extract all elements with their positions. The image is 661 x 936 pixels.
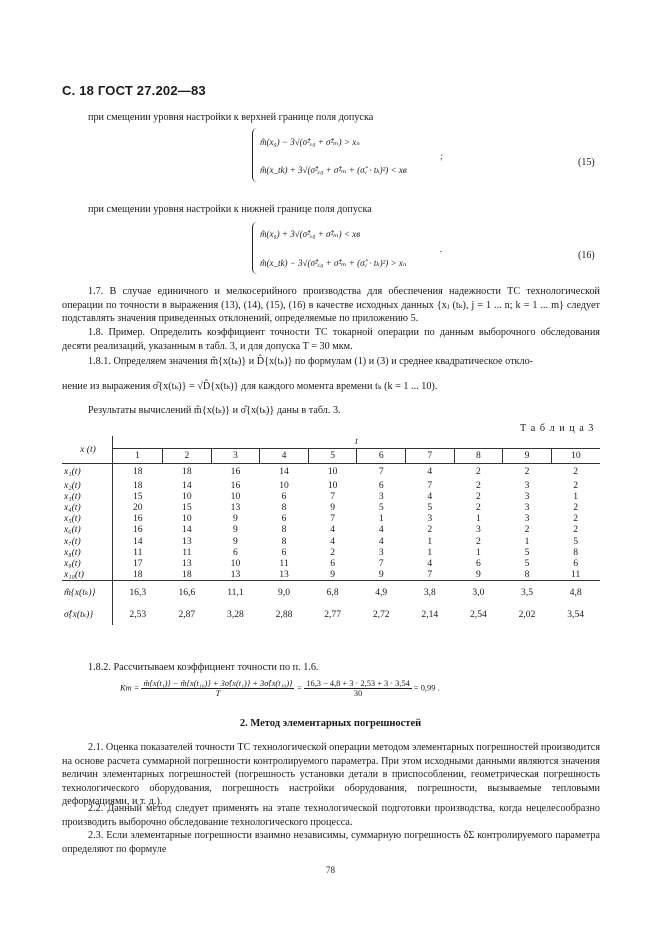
paragraph-1-8-2: 1.8.2. Рассчитываем коэффициент точности по п. 1.6. bbox=[88, 662, 319, 673]
row-label: x₁(t) bbox=[62, 464, 113, 480]
table-cell: 2 bbox=[476, 501, 481, 513]
mean-cell: 3,5 bbox=[503, 581, 552, 604]
table-cell: 6 bbox=[330, 557, 336, 569]
column-header: 7 bbox=[406, 449, 455, 464]
sigma-cell: 2,87 bbox=[178, 608, 196, 620]
paragraph-1-8-1-line2: нение из выражения σ̂{x(tₖ)} = √D̂{x(tₖ)} для каждого момента времени tₖ (k = 1 ... 10). bbox=[62, 381, 438, 392]
table-cell: 1 bbox=[476, 546, 481, 558]
sigma-cell: 2,53 bbox=[129, 608, 147, 620]
mean-cell: 9,0 bbox=[260, 581, 309, 604]
table-cell: 6 bbox=[281, 490, 287, 502]
table-cell: 5 bbox=[524, 557, 530, 569]
paragraph-1-8: 1.8. Пример. Определить коэффициент точности ТС токарной операции по данным выборочного обследования десяти реализаций, указанным в табл. 3, и для допуска T = 30 мкм. bbox=[62, 327, 600, 352]
table-row bbox=[62, 547, 600, 558]
table-cell: 15 bbox=[182, 501, 192, 513]
kt-formula: Kт = $\frac{\text{m̂\{x(t₁)\} − m̂\{x(t₁₀)\} + 3σ̂\{x(t₁)\} + 3σ̂\{x(t₁₀)\}}}{T}$ = $\frac{16,3 - 4,8 + 3 \cdot 2,53 + 3 \cdot 3,54}{30}$ = 0,99 . bbox=[120, 679, 440, 698]
table-cell: 18 bbox=[132, 569, 143, 581]
table-cell: 7 bbox=[427, 479, 433, 491]
sigma-cell: 2,72 bbox=[372, 608, 390, 620]
table-cell: 3 bbox=[378, 546, 384, 558]
paragraph-1-7: 1.7. В случае единичного и мелкосерийного производства для обеспечения надежности ТС технологической операции по точности в выражения (13), (14), (15), (16) в качестве исходных данных {xⱼ (tₖ), j = 1 ... n; k = 1 ... m} следует подставлять значения приведенных отклонений, определяемые по приложению 5. bbox=[62, 286, 600, 325]
sigma-cell: 3,28 bbox=[227, 608, 244, 620]
table-row bbox=[62, 480, 600, 491]
table-row bbox=[62, 524, 600, 535]
table-cell: 2 bbox=[330, 546, 336, 558]
table-cell: 6 bbox=[476, 557, 481, 569]
table-cell: 6 bbox=[378, 479, 384, 491]
row-label: x₉(t) bbox=[62, 558, 113, 569]
table-cell: 1 bbox=[427, 535, 433, 547]
row-label: x₃(t) bbox=[62, 491, 113, 502]
table-cell: 15 bbox=[132, 490, 143, 502]
table-cell: 1 bbox=[427, 546, 433, 558]
mean-row bbox=[62, 581, 600, 604]
mean-cell: 4,9 bbox=[357, 581, 406, 604]
table-cell: 3 bbox=[524, 490, 530, 502]
paragraph-2-3: 2.3. Если элементарные погрешности взаимно независимы, суммарную погрешность δΣ контролируемого параметра определяют по формуле bbox=[62, 830, 600, 855]
page-number: 78 bbox=[326, 865, 335, 875]
sigma-cell: 2,02 bbox=[518, 608, 536, 620]
table-row bbox=[62, 558, 600, 569]
mean-cell: 3,0 bbox=[454, 581, 503, 604]
mean-cell: 3,8 bbox=[406, 581, 455, 604]
sigma-label: σ̂{x(tₖ)} bbox=[62, 603, 113, 625]
table-cell: 16 bbox=[132, 513, 143, 525]
table-cell: 2 bbox=[573, 466, 579, 478]
column-header: 8 bbox=[454, 449, 503, 464]
sigma-cell: 2,88 bbox=[275, 608, 293, 620]
table-cell: 2 bbox=[524, 466, 530, 478]
table-cell: 1 bbox=[573, 490, 579, 502]
eq16-line2: m̂(x_tk) − 3√(σ̂²ₓ₀ + σ̂²ₘ + (σ̂ᵥ · tₖ)²) > xₙ bbox=[260, 258, 407, 268]
kt-fraction-symbolic bbox=[141, 679, 294, 698]
mean-cell: 16,6 bbox=[163, 581, 212, 604]
column-header: 6 bbox=[357, 449, 406, 464]
row-label: x₈(t) bbox=[62, 547, 113, 558]
table-cell: 9 bbox=[233, 524, 238, 536]
table-cell: 2 bbox=[476, 479, 481, 491]
table-cell: 6 bbox=[281, 546, 287, 558]
table-cell: 8 bbox=[281, 501, 287, 513]
table-cell: 8 bbox=[281, 524, 287, 536]
table-cell: 7 bbox=[378, 557, 384, 569]
kt-fraction-numeric bbox=[304, 679, 412, 698]
table-cell: 5 bbox=[524, 546, 530, 558]
paragraph-1-8-1-line1: 1.8.1. Определяем значения m̂{x(tₖ)} и D̂{x(tₖ)} по формулам (1) и (3) и среднее квадратическое откло- bbox=[88, 356, 534, 367]
table-cell: 9 bbox=[233, 513, 238, 525]
eq16-number: (16) bbox=[578, 250, 595, 261]
table-cell: 4 bbox=[378, 535, 384, 547]
table-cell: 10 bbox=[182, 513, 192, 525]
table-cell: 5 bbox=[427, 501, 433, 513]
eq15-line1: m̂(x₀) − 3√(σ̂²ₓ₀ + σ̂²ₘ) > xₙ bbox=[260, 137, 360, 147]
table-cell: 10 bbox=[327, 466, 338, 478]
table-cell: 11 bbox=[182, 546, 192, 558]
table-cell: 16 bbox=[230, 466, 241, 478]
table-cell: 14 bbox=[182, 524, 192, 536]
table-cell: 10 bbox=[327, 479, 338, 491]
table-cell: 18 bbox=[182, 466, 192, 478]
table-cell: 4 bbox=[330, 535, 336, 547]
column-header: 3 bbox=[211, 449, 260, 464]
table-caption: Т а б л и ц а 3 bbox=[520, 423, 595, 434]
table-cell: 7 bbox=[330, 490, 336, 502]
mean-cell: 16,3 bbox=[113, 581, 163, 604]
table-cell: 8 bbox=[573, 546, 579, 558]
table-cell: 3 bbox=[476, 524, 481, 536]
table-row bbox=[62, 536, 600, 547]
sigma-cell: 3,54 bbox=[567, 608, 585, 620]
table-cell: 13 bbox=[279, 569, 289, 581]
table-cell: 8 bbox=[524, 569, 530, 581]
table-row bbox=[62, 513, 600, 524]
table-cell: 2 bbox=[476, 466, 481, 478]
column-header: 9 bbox=[503, 449, 552, 464]
sigma-row bbox=[62, 603, 600, 625]
table-row bbox=[62, 502, 600, 513]
table-cell: 10 bbox=[230, 490, 241, 502]
table-cell: 4 bbox=[427, 466, 433, 478]
paragraph-2-1: 2.1. Оценка показателей точности ТС технологической операции методом элементарных погрешностей производится на основе расчета суммарной погрешности контролируемого параметра. При этом исходными данными являются значения величин элементарных погрешностей (погрешность установки детали в приспособлении, геометрическая погрешность технологического оборудования, погрешность настройки оборудования, погрешности, вызываемые тепловыми деформациями, и т. д.). bbox=[62, 742, 600, 808]
table-cell: 3 bbox=[524, 513, 530, 525]
table-cell: 1 bbox=[524, 535, 530, 547]
t-header: t bbox=[113, 436, 601, 449]
kt-denominator-symbolic: T bbox=[215, 689, 221, 698]
table-cell: 11 bbox=[571, 569, 581, 581]
table-cell: 2 bbox=[573, 479, 579, 491]
section-title: 2. Метод элементарных погрешностей bbox=[239, 718, 422, 729]
table-cell: 18 bbox=[132, 479, 143, 491]
table-cell: 18 bbox=[132, 466, 143, 478]
table-cell: 13 bbox=[230, 569, 241, 581]
table-cell: 16 bbox=[132, 524, 143, 536]
table-cell: 14 bbox=[182, 479, 192, 491]
row-label: x₄(t) bbox=[62, 502, 113, 513]
mean-cell: 6,8 bbox=[308, 581, 357, 604]
table-cell: 2 bbox=[476, 490, 481, 502]
table-cell: 5 bbox=[573, 535, 579, 547]
table-cell: 7 bbox=[378, 466, 384, 478]
kt-lhs: Kт = bbox=[120, 683, 140, 693]
table-cell: 2 bbox=[573, 501, 579, 513]
kt-numerator-numeric: 16,3 − 4,8 + 3 · 2,53 + 3 · 3,54 bbox=[306, 679, 410, 688]
table-cell: 11 bbox=[133, 546, 143, 558]
results-text: Результаты вычислений m̂{x(tₖ)} и σ̂{x(tₖ)} даны в табл. 3. bbox=[88, 405, 341, 416]
mean-cell: 4,8 bbox=[551, 581, 600, 604]
row-header: x (t) bbox=[62, 436, 113, 464]
sigma-cell: 2,77 bbox=[324, 608, 342, 620]
table-cell: 4 bbox=[330, 524, 336, 536]
sigma-cell: 2,14 bbox=[421, 608, 439, 620]
row-label: x₅(t) bbox=[62, 513, 113, 524]
table-cell: 6 bbox=[233, 546, 238, 558]
lower-shift-text: при смещении уровня настройки к нижней границе поля допуска bbox=[88, 204, 372, 215]
column-header: 1 bbox=[113, 449, 163, 464]
mean-label: m̂{x(tₖ)} bbox=[62, 581, 113, 604]
eq16-punct: . bbox=[440, 244, 443, 254]
table-cell: 1 bbox=[378, 513, 384, 525]
table-cell: 20 bbox=[132, 501, 143, 513]
table-cell: 13 bbox=[182, 557, 192, 569]
table-cell: 3 bbox=[427, 513, 433, 525]
column-header: 4 bbox=[260, 449, 309, 464]
table-cell: 4 bbox=[378, 524, 384, 536]
row-label: x₆(t) bbox=[62, 524, 113, 535]
table-cell: 13 bbox=[230, 501, 241, 513]
eq15-punct: ; bbox=[440, 151, 443, 161]
eq15-line2: m̂(x_tk) + 3√(σ̂²ₓ₀ + σ̂²ₘ + (σ̂ᵥ · tₖ)²) < xв bbox=[260, 165, 407, 175]
table-cell: 2 bbox=[476, 535, 481, 547]
sigma-cell: 2,54 bbox=[470, 608, 487, 620]
table-cell: 9 bbox=[378, 569, 384, 581]
column-header: 5 bbox=[308, 449, 357, 464]
kt-numerator-symbolic: m̂{x(t₁)} − m̂{x(t₁₀)} + 3σ̂{x(t₁)} + 3σ̂{x(t₁₀)} bbox=[143, 679, 293, 688]
kt-result: = 0,99 . bbox=[413, 683, 440, 693]
table-cell: 6 bbox=[281, 513, 287, 525]
table-cell: 9 bbox=[330, 501, 336, 513]
table-row bbox=[62, 491, 600, 502]
table-cell: 7 bbox=[427, 569, 433, 581]
table-cell: 4 bbox=[427, 490, 433, 502]
table-cell: 10 bbox=[182, 490, 192, 502]
table-cell: 17 bbox=[132, 557, 143, 569]
mean-cell: 11,1 bbox=[211, 581, 260, 604]
paragraph-2-2: 2.2. Данный метод следует применять на этапе технологической подготовки производства, когда нецелесообразно производить выборочно обследование технологического процесса. bbox=[62, 803, 600, 828]
table-cell: 13 bbox=[182, 535, 192, 547]
table-cell: 10 bbox=[230, 557, 241, 569]
table-cell: 5 bbox=[378, 501, 384, 513]
table-cell: 3 bbox=[524, 479, 530, 491]
table-cell: 3 bbox=[524, 501, 530, 513]
table-cell: 1 bbox=[476, 513, 481, 525]
table-cell: 14 bbox=[279, 466, 289, 478]
table-cell: 2 bbox=[524, 524, 530, 536]
table-cell: 18 bbox=[182, 569, 192, 581]
table-cell: 8 bbox=[281, 535, 287, 547]
page-header: С. 18 ГОСТ 27.202—83 bbox=[62, 83, 206, 98]
eq16-line1: m̂(x₀) + 3√(σ̂²ₓ₀ + σ̂²ₘ) < xв bbox=[260, 229, 361, 239]
table-cell: 9 bbox=[233, 535, 238, 547]
table-cell: 14 bbox=[132, 535, 143, 547]
eq16-brace bbox=[252, 222, 257, 274]
table-cell: 7 bbox=[330, 513, 336, 525]
column-header: 10 bbox=[551, 449, 600, 464]
row-label: x₁₀(t) bbox=[62, 569, 113, 581]
table-cell: 2 bbox=[573, 513, 579, 525]
table-row bbox=[62, 569, 600, 581]
table-cell: 4 bbox=[427, 557, 433, 569]
eq15-brace bbox=[252, 128, 257, 182]
table-cell: 2 bbox=[573, 524, 579, 536]
row-label: x₇(t) bbox=[62, 536, 113, 547]
eq15-number: (15) bbox=[578, 157, 595, 168]
table-cell: 11 bbox=[279, 557, 289, 569]
upper-shift-text: при смещении уровня настройки к верхней границе поля допуска bbox=[88, 112, 374, 123]
table-row bbox=[62, 464, 600, 480]
table-cell: 9 bbox=[330, 569, 336, 581]
kt-denominator-numeric: 30 bbox=[353, 689, 363, 698]
table-cell: 2 bbox=[427, 524, 433, 536]
table-cell: 3 bbox=[378, 490, 384, 502]
table-cell: 6 bbox=[573, 557, 579, 569]
table-cell: 9 bbox=[476, 569, 481, 581]
column-header: 2 bbox=[163, 449, 212, 464]
table-3 bbox=[62, 436, 600, 625]
table-cell: 16 bbox=[230, 479, 241, 491]
table-cell: 10 bbox=[279, 479, 289, 491]
row-label: x₂(t) bbox=[62, 480, 113, 491]
